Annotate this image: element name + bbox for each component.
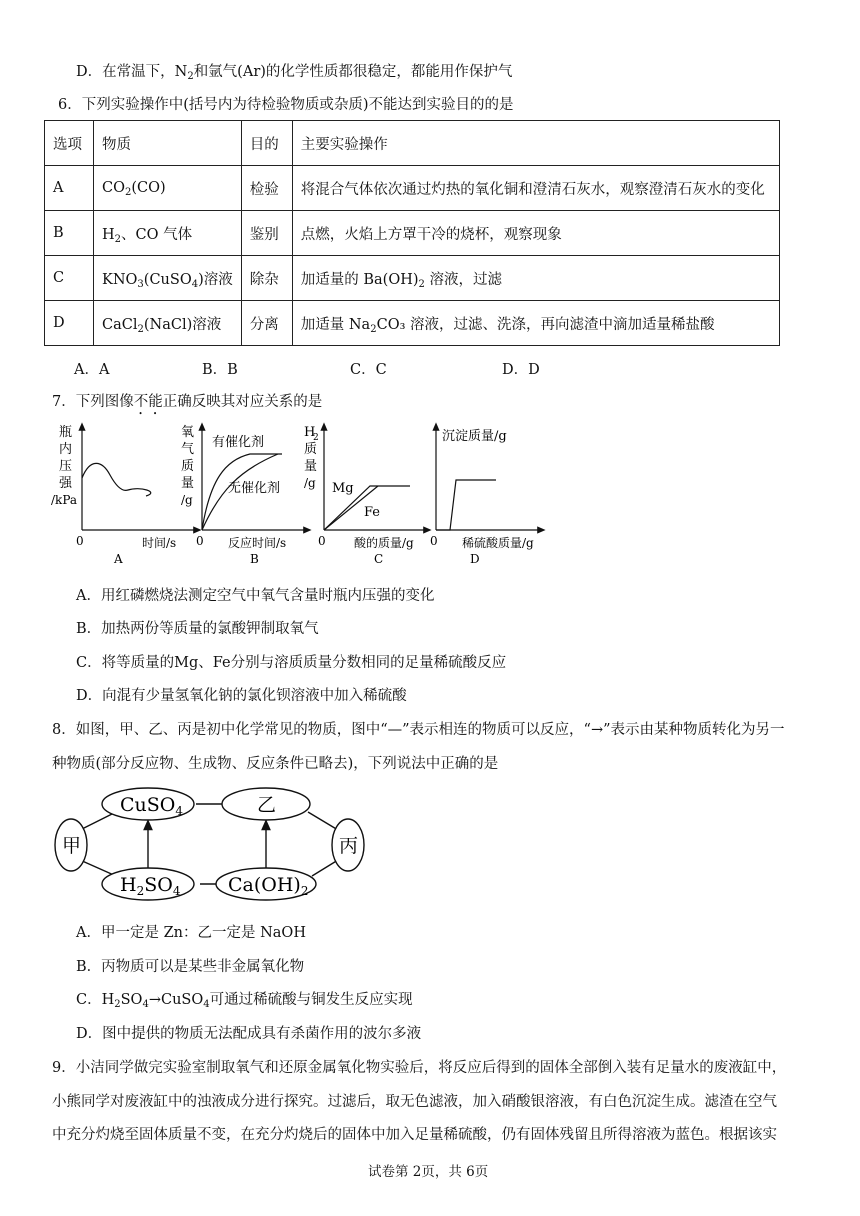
header-cell: 物质 bbox=[94, 121, 242, 166]
svg-text:酸的质量/g: 酸的质量/g bbox=[354, 536, 414, 550]
svg-text:反应时间/s: 反应时间/s bbox=[228, 536, 287, 550]
svg-text:瓶: 瓶 bbox=[59, 425, 73, 440]
graph-c bbox=[304, 425, 428, 566]
table-row bbox=[45, 211, 780, 256]
graph-a bbox=[51, 425, 198, 566]
q8-option-b: B．丙物质可以是某些非金属氧化物 bbox=[76, 959, 305, 975]
svg-text:A: A bbox=[114, 552, 123, 566]
node-caoh2-label: $Ca(OH)_2$ bbox=[228, 874, 309, 898]
svg-text:Mg: Mg bbox=[332, 481, 354, 496]
choice-c: C．C bbox=[350, 362, 387, 378]
svg-text:无催化剂: 无催化剂 bbox=[228, 481, 281, 496]
q6-table bbox=[44, 120, 780, 346]
substance-cell: CaCl$_2$(NaCl)溶液 bbox=[94, 301, 242, 346]
q7-option-b: B．加热两份等质量的氯酸钾制取氧气 bbox=[76, 621, 319, 637]
option-cell: D bbox=[45, 301, 94, 346]
svg-text:气: 气 bbox=[181, 442, 195, 457]
q9-line1: 9．小洁同学做完实验室制取氧气和还原金属氧化物实验后，将反应后得到的固体全部倒入装有足量水的废液缸中， bbox=[52, 1060, 787, 1076]
option-cell: C bbox=[45, 256, 94, 301]
svg-text:0: 0 bbox=[318, 534, 326, 548]
q8-option-d: D．图中提供的物质无法配成具有杀菌作用的波尔多液 bbox=[76, 1026, 422, 1042]
svg-text:氧: 氧 bbox=[181, 425, 195, 440]
node-yi-label: 乙 bbox=[257, 794, 277, 816]
purpose-cell: 鉴别 bbox=[241, 211, 292, 256]
svg-text:H: H bbox=[304, 425, 316, 440]
operation-cell: 将混合气体依次通过灼热的氧化铜和澄清石灰水，观察澄清石灰水的变化 bbox=[292, 166, 779, 211]
node-h2so4-label: $H_2SO_4$ bbox=[120, 874, 181, 898]
header-cell: 选项 bbox=[45, 121, 94, 166]
svg-text:/g: /g bbox=[181, 493, 193, 507]
header-cell: 主要实验操作 bbox=[292, 121, 779, 166]
svg-text:/g: /g bbox=[304, 476, 316, 490]
svg-text:0: 0 bbox=[430, 534, 438, 548]
q7-stem: 7．下列图像不能正确反映其对应关系的是 bbox=[52, 394, 323, 410]
q8-stem-line2: 种物质(部分反应物、生成物、反应条件已略去)，下列说法中正确的是 bbox=[52, 756, 499, 772]
svg-text:质: 质 bbox=[304, 442, 318, 457]
svg-text:有催化剂: 有催化剂 bbox=[212, 435, 265, 450]
operation-cell: 加适量 $Na_2CO_3$ 溶液，过滤、洗涤，再向滤渣中滴加适量稀盐酸 bbox=[292, 301, 779, 346]
svg-text:/kPa: /kPa bbox=[51, 493, 78, 507]
svg-text:量: 量 bbox=[304, 459, 318, 474]
svg-text:强: 强 bbox=[59, 476, 73, 491]
svg-text:量: 量 bbox=[181, 476, 195, 491]
q7-option-a: A．用红磷燃烧法测定空气中氧气含量时瓶内压强的变化 bbox=[76, 588, 435, 604]
svg-text:内: 内 bbox=[59, 442, 73, 457]
svg-text:D: D bbox=[470, 552, 480, 566]
graph-d bbox=[430, 426, 542, 566]
svg-text:沉淀质量/g: 沉淀质量/g bbox=[442, 429, 507, 444]
q5-option-d: D．在常温下，$N_2$和氩气(Ar)的化学性质都很稳定，都能用作保护气 bbox=[76, 64, 513, 82]
q9-line2: 小熊同学对废液缸中的浊液成分进行探究。过滤后，取无色滤液，加入硝酸银溶液，有白色沉淀生成。滤渣在空气 bbox=[52, 1094, 777, 1110]
operation-cell: 加适量的 $Ba(OH)_2$ 溶液，过滤 bbox=[292, 256, 779, 301]
q6-stem: 6．下列实验操作中(括号内为待检验物质或杂质)不能达到实验目的的是 bbox=[58, 97, 514, 113]
q8-stem-line1: 8．如图，甲、乙、丙是初中化学常见的物质，图中“—”表示相连的物质可以反应，“→”表示由某种物质转化为另一 bbox=[52, 722, 785, 738]
graph-b bbox=[181, 425, 308, 566]
table-row bbox=[45, 301, 780, 346]
svg-text:Fe: Fe bbox=[364, 505, 381, 520]
q7-option-d: D．向混有少量氢氧化钠的氯化钡溶液中加入稀硫酸 bbox=[76, 688, 407, 704]
operation-cell: 点燃，火焰上方罩干冷的烧杯，观察现象 bbox=[292, 211, 779, 256]
node-bing-label: 丙 bbox=[339, 835, 359, 857]
svg-text:2: 2 bbox=[313, 433, 319, 443]
choice-b: B．B bbox=[202, 362, 238, 378]
node-jia-label: 甲 bbox=[62, 835, 82, 857]
option-cell: B bbox=[45, 211, 94, 256]
purpose-cell: 检验 bbox=[241, 166, 292, 211]
table-row bbox=[45, 256, 780, 301]
purpose-cell: 除杂 bbox=[241, 256, 292, 301]
q7-graphs bbox=[50, 420, 550, 570]
svg-text:0: 0 bbox=[196, 534, 204, 548]
table-row bbox=[45, 166, 780, 211]
page-footer: 试卷第 2页，共 6页 bbox=[368, 1164, 489, 1180]
svg-text:B: B bbox=[250, 552, 259, 566]
purpose-cell: 分离 bbox=[241, 301, 292, 346]
q7-option-c: C．将等质量的Mg、Fe分别与溶质质量分数相同的足量稀硫酸反应 bbox=[76, 655, 507, 671]
q8-option-c: C．$H_2SO_4\to CuSO_4$可通过稀硫酸与铜发生反应实现 bbox=[76, 992, 413, 1010]
node-cuso4-label: CuSO$_4$ bbox=[120, 794, 184, 818]
substance-cell: $H_2$、CO 气体 bbox=[94, 211, 242, 256]
table-header-row bbox=[45, 121, 780, 166]
svg-text:0: 0 bbox=[76, 534, 84, 548]
option-cell: A bbox=[45, 166, 94, 211]
svg-text:质: 质 bbox=[181, 459, 195, 474]
substance-cell: $CO_2(CO)$ bbox=[94, 166, 242, 211]
choice-a: A．A bbox=[74, 362, 110, 378]
header-cell: 目的 bbox=[241, 121, 292, 166]
svg-text:时间/s: 时间/s bbox=[142, 536, 177, 550]
svg-text:稀硫酸质量/g: 稀硫酸质量/g bbox=[462, 536, 534, 550]
svg-text:C: C bbox=[374, 552, 384, 566]
choice-d: D．D bbox=[502, 362, 540, 378]
q9-line3: 中充分灼烧至固体质量不变，在充分灼烧后的固体中加入足量稀硫酸，仍有固体残留且所得溶液为蓝色。根据该实 bbox=[52, 1127, 777, 1143]
q8-option-a: A．甲一定是 Zn：乙一定是 NaOH bbox=[76, 925, 306, 941]
svg-text:压: 压 bbox=[59, 459, 73, 474]
substance-cell: $KNO_3(CuSO_4)$溶液 bbox=[94, 256, 242, 301]
q8-diagram bbox=[50, 784, 380, 914]
